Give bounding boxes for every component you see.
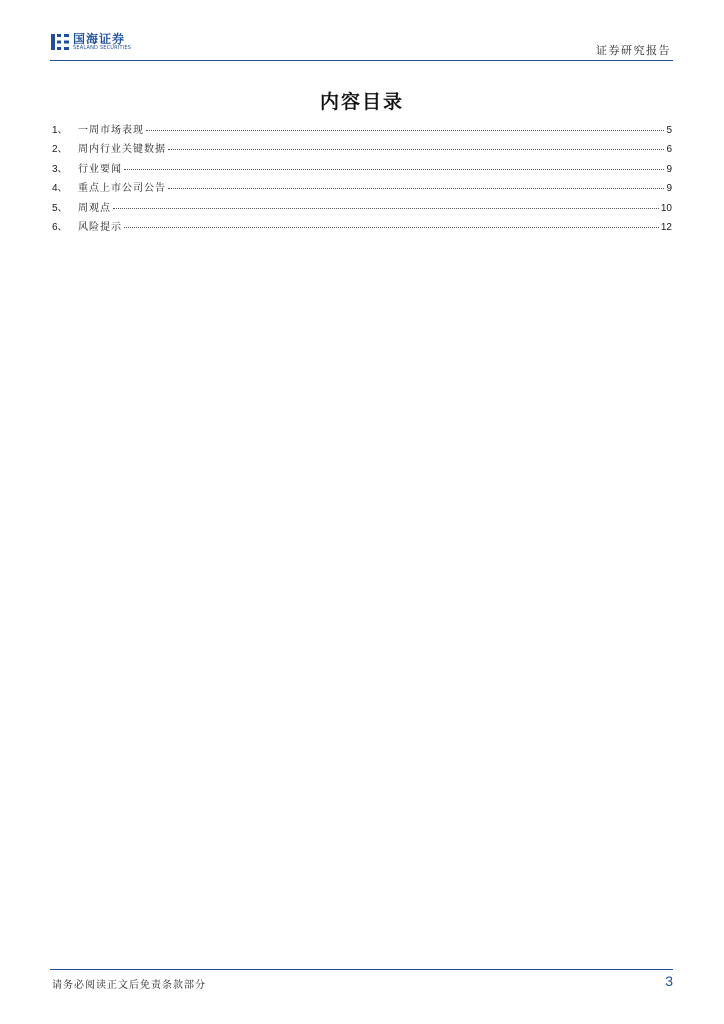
toc-dot-leader bbox=[113, 208, 659, 209]
toc-entry-number: 3、 bbox=[52, 163, 68, 175]
toc-entry-label: 周观点 bbox=[78, 202, 111, 214]
toc-dot-leader bbox=[146, 130, 664, 131]
toc-entry-2[interactable] bbox=[52, 140, 672, 159]
toc-dot-leader bbox=[168, 149, 664, 150]
table-of-contents bbox=[52, 121, 672, 237]
toc-entry-label: 周内行业关键数据 bbox=[78, 144, 166, 156]
toc-entry-5[interactable] bbox=[52, 199, 672, 218]
toc-entry-3[interactable] bbox=[52, 160, 672, 179]
brand-logo bbox=[50, 32, 131, 52]
toc-entry-page: 6 bbox=[666, 144, 672, 156]
page-title: 内容目录 bbox=[319, 91, 404, 113]
toc-entry-page: 9 bbox=[666, 183, 672, 195]
toc-entry-number: 2、 bbox=[52, 144, 68, 156]
toc-entry-4[interactable] bbox=[52, 179, 672, 198]
page-footer bbox=[50, 969, 673, 991]
page-number: 3 bbox=[665, 973, 673, 989]
toc-entry-page: 9 bbox=[666, 163, 672, 175]
toc-entry-page: 5 bbox=[666, 125, 672, 136]
toc-entry-label: 行业要闻 bbox=[78, 163, 122, 175]
toc-dot-leader bbox=[124, 227, 659, 228]
report-type-label: 证券研究报告 bbox=[596, 44, 671, 57]
toc-dot-leader bbox=[124, 169, 664, 170]
logo-chinese-name: 国海证券 bbox=[73, 32, 126, 46]
toc-entry-number: 6、 bbox=[52, 221, 68, 233]
toc-entry-label: 重点上市公司公告 bbox=[78, 183, 166, 195]
toc-entry-number: 1、 bbox=[52, 125, 68, 136]
page-header bbox=[50, 30, 673, 61]
logo-english-name: SEALAND SECURITIES bbox=[73, 45, 132, 51]
sealand-logo-icon bbox=[50, 32, 70, 52]
toc-entry-label: 一周市场表现 bbox=[78, 125, 144, 136]
toc-entry-number: 4、 bbox=[52, 183, 68, 195]
disclaimer-note: 请务必阅读正文后免责条款部分 bbox=[52, 980, 206, 991]
toc-entry-6[interactable] bbox=[52, 218, 672, 237]
toc-entry-page: 12 bbox=[660, 221, 672, 233]
toc-entry-1[interactable] bbox=[52, 121, 672, 140]
toc-dot-leader bbox=[168, 188, 664, 189]
toc-entry-number: 5、 bbox=[52, 202, 68, 214]
toc-entry-page: 10 bbox=[660, 202, 672, 214]
toc-entry-label: 风险提示 bbox=[78, 221, 122, 233]
